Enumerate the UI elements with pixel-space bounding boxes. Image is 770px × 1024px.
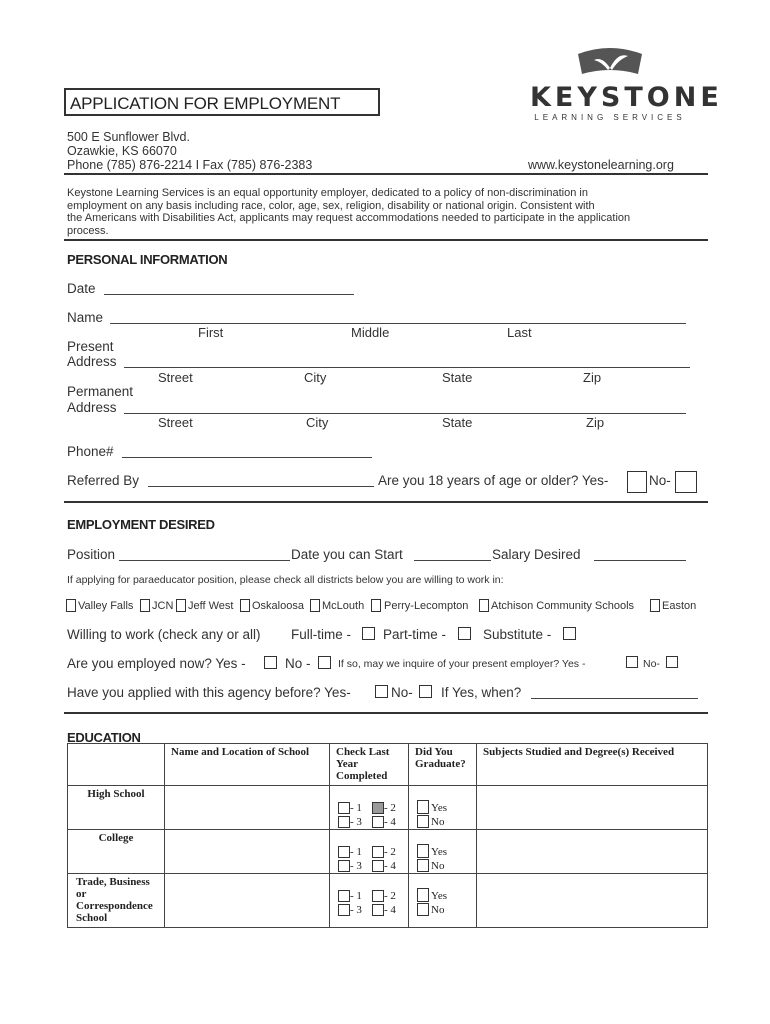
- divider: [64, 173, 708, 175]
- age-no-label: No-: [649, 473, 671, 488]
- row-college: College: [68, 830, 165, 874]
- college-year-3-checkbox[interactable]: [338, 860, 350, 872]
- inquire-no-label: No-: [643, 658, 660, 670]
- permanent-zip-caption: Zip: [586, 415, 605, 430]
- present-label: Present: [67, 339, 114, 354]
- referred-field[interactable]: [148, 486, 374, 487]
- keystone-logo: [530, 44, 723, 124]
- position-field[interactable]: [119, 560, 290, 561]
- date-field[interactable]: [104, 294, 354, 295]
- trade-grad-yes-label: Yes: [431, 890, 448, 902]
- blank-header: [68, 744, 165, 786]
- college-year-3-label: - 3: [350, 860, 362, 872]
- high-school-graduate-cell: [409, 786, 477, 830]
- education-table: [67, 743, 708, 928]
- district-atchison-label: Atchison Community Schools: [491, 600, 635, 612]
- district-valley-falls-checkbox[interactable]: [66, 599, 76, 612]
- trade-year-1-label: - 1: [350, 890, 362, 902]
- trade-grad-no-checkbox[interactable]: [417, 903, 429, 916]
- fulltime-checkbox[interactable]: [362, 627, 375, 640]
- address-line-2: Ozawkie, KS 66070: [67, 144, 177, 158]
- district-jcn-label: JCN: [152, 600, 174, 612]
- trade-grad-no-label: No: [431, 904, 445, 916]
- trade-graduate-cell: [409, 874, 477, 928]
- hs-year-3-checkbox[interactable]: [338, 816, 350, 828]
- district-valley-falls-label: Valley Falls: [78, 600, 134, 612]
- district-mclouth-label: McLouth: [322, 600, 365, 612]
- name-last-caption: Last: [507, 325, 532, 340]
- phone-field[interactable]: [122, 457, 372, 458]
- position-label: Position: [67, 547, 116, 562]
- present-city-caption: City: [304, 370, 327, 385]
- logo-tagline: LEARNING SERVICES: [534, 113, 686, 122]
- hs-year-1-label: - 1: [350, 802, 362, 814]
- college-year-1-checkbox[interactable]: [338, 846, 350, 858]
- start-date-field[interactable]: [414, 560, 491, 561]
- eeo-line-1: Keystone Learning Services is an equal opportunity employer, dedicated to a policy of non-discrimination in: [67, 187, 588, 199]
- district-jeff-west-label: Jeff West: [188, 600, 234, 612]
- fulltime-label: Full-time -: [291, 627, 351, 642]
- col-graduate: Did You Graduate?: [409, 744, 477, 786]
- applied-yes-checkbox[interactable]: [375, 685, 388, 698]
- hs-year-1-checkbox[interactable]: [338, 802, 350, 814]
- eeo-line-4: process.: [67, 224, 109, 237]
- name-field[interactable]: [110, 323, 686, 324]
- high-school-year-cell: [330, 786, 409, 830]
- applied-when-label: If Yes, when?: [441, 685, 522, 700]
- present-state-caption: State: [442, 370, 473, 385]
- trade-grad-yes-checkbox[interactable]: [417, 888, 429, 902]
- para-note: If applying for paraeducator position, please check all districts below you are willing to work in:: [67, 574, 504, 586]
- employed-question: Are you employed now? Yes -: [67, 656, 246, 671]
- parttime-checkbox[interactable]: [458, 627, 471, 640]
- present-address-label: Address: [67, 354, 117, 369]
- employed-no-checkbox[interactable]: [318, 656, 331, 669]
- website-link[interactable]: www.keystonelearning.org: [528, 158, 674, 172]
- district-mclouth-checkbox[interactable]: [310, 599, 320, 612]
- parttime-label: Part-time -: [383, 627, 447, 642]
- college-year-cell: [330, 830, 409, 874]
- eeo-line-3: the Americans with Disabilities Act, applicants may request accommodations needed to participate in the application: [67, 212, 631, 224]
- college-grad-yes-label: Yes: [431, 846, 448, 858]
- district-jeff-west-checkbox[interactable]: [176, 599, 186, 612]
- inquire-yes-checkbox[interactable]: [626, 656, 638, 668]
- referred-label: Referred By: [67, 473, 140, 488]
- district-easton-label: Easton: [662, 600, 697, 612]
- substitute-checkbox[interactable]: [563, 627, 576, 640]
- table-row: [68, 830, 708, 874]
- present-address-field[interactable]: [124, 367, 690, 368]
- trade-year-cell: [330, 874, 409, 928]
- applied-when-field[interactable]: [531, 698, 698, 699]
- inquire-question: If so, may we inquire of your present employer? Yes -: [338, 658, 586, 670]
- age-question: Are you 18 years of age or older? Yes-: [378, 473, 609, 488]
- hs-year-2-checkbox[interactable]: [372, 802, 384, 814]
- trade-name-cell[interactable]: [165, 874, 330, 928]
- college-grad-no-label: No: [431, 860, 445, 872]
- college-subjects-cell[interactable]: [477, 830, 708, 874]
- trade-year-1-checkbox[interactable]: [338, 890, 350, 902]
- hs-grad-yes-label: Yes: [431, 802, 448, 814]
- permanent-street-caption: Street: [158, 415, 193, 430]
- name-first-caption: First: [198, 325, 224, 340]
- employment-heading: EMPLOYMENT DESIRED: [67, 517, 215, 532]
- college-grad-yes-checkbox[interactable]: [417, 844, 429, 858]
- start-date-label: Date you can Start: [291, 547, 403, 562]
- permanent-address-label: Address: [67, 400, 117, 415]
- college-year-2-label: - 2: [384, 846, 396, 858]
- district-perry-lecompton-label: Perry-Lecompton: [384, 600, 469, 612]
- hs-year-4-checkbox[interactable]: [372, 816, 384, 828]
- district-perry-lecompton-checkbox[interactable]: [371, 599, 381, 612]
- table-row: [68, 786, 708, 830]
- contact-phone-fax: Phone (785) 876-2214 I Fax (785) 876-2383: [67, 158, 313, 172]
- date-label: Date: [67, 281, 96, 296]
- divider: [64, 239, 708, 241]
- high-school-name-cell[interactable]: [165, 786, 330, 830]
- district-atchison-checkbox[interactable]: [479, 599, 489, 612]
- logo-emblem-icon: [530, 44, 690, 84]
- permanent-state-caption: State: [442, 415, 473, 430]
- education-heading: EDUCATION: [67, 730, 141, 745]
- hs-year-2-label: - 2: [384, 802, 396, 814]
- employed-no-label: No -: [285, 656, 311, 671]
- district-oskaloosa-checkbox[interactable]: [240, 599, 250, 612]
- college-graduate-cell: [409, 830, 477, 874]
- college-year-4-label: - 4: [384, 860, 396, 872]
- divider: [64, 501, 708, 503]
- permanent-label: Permanent: [67, 384, 134, 399]
- present-street-caption: Street: [158, 370, 193, 385]
- logo-wordmark: KEYSTONE: [530, 82, 723, 113]
- district-easton-checkbox[interactable]: [650, 599, 660, 612]
- salary-field[interactable]: [594, 560, 686, 561]
- college-grad-no-checkbox[interactable]: [417, 859, 429, 872]
- age-yes-checkbox[interactable]: [627, 471, 647, 493]
- applied-no-label: No-: [391, 685, 413, 700]
- education-header-row: [68, 744, 708, 786]
- district-oskaloosa-label: Oskaloosa: [252, 600, 304, 612]
- college-year-2-checkbox[interactable]: [372, 846, 384, 858]
- hs-grad-no-checkbox[interactable]: [417, 815, 429, 828]
- permanent-city-caption: City: [306, 415, 329, 430]
- hs-year-4-label: - 4: [384, 816, 396, 828]
- trade-year-4-label: - 4: [384, 904, 396, 916]
- permanent-address-field[interactable]: [124, 413, 686, 414]
- col-school: Name and Location of School: [165, 744, 330, 786]
- willing-label: Willing to work (check any or all): [67, 627, 261, 642]
- eeo-line-2: employment on any basis including race, color, age, sex, religion, disability or national origin. Consistent with: [67, 199, 595, 212]
- form-title: APPLICATION FOR EMPLOYMENT: [64, 88, 380, 116]
- row-high-school: High School: [68, 786, 165, 830]
- phone-label: Phone#: [67, 444, 114, 459]
- name-label: Name: [67, 310, 104, 325]
- hs-grad-yes-checkbox[interactable]: [417, 800, 429, 814]
- hs-year-3-label: - 3: [350, 816, 362, 828]
- applied-no-checkbox[interactable]: [419, 685, 432, 698]
- employed-yes-checkbox[interactable]: [264, 656, 277, 669]
- college-year-4-checkbox[interactable]: [372, 860, 384, 872]
- district-jcn-checkbox[interactable]: [140, 599, 150, 612]
- high-school-subjects-cell[interactable]: [477, 786, 708, 830]
- present-zip-caption: Zip: [583, 370, 602, 385]
- row-trade: Trade, Business or Correspondence School: [68, 874, 165, 928]
- address-line-1: 500 E Sunflower Blvd.: [67, 130, 190, 144]
- name-middle-caption: Middle: [351, 325, 390, 340]
- salary-label: Salary Desired: [492, 547, 581, 562]
- personal-info-heading: PERSONAL INFORMATION: [67, 252, 228, 267]
- trade-subjects-cell[interactable]: [477, 874, 708, 928]
- trade-year-4-checkbox[interactable]: [372, 904, 384, 916]
- col-subjects: Subjects Studied and Degree(s) Received: [477, 744, 708, 786]
- trade-year-2-checkbox[interactable]: [372, 890, 384, 902]
- table-row: [68, 874, 708, 928]
- trade-year-2-label: - 2: [384, 890, 396, 902]
- trade-year-3-checkbox[interactable]: [338, 904, 350, 916]
- college-year-1-label: - 1: [350, 846, 362, 858]
- age-no-checkbox[interactable]: [675, 471, 697, 493]
- trade-year-3-label: - 3: [350, 904, 362, 916]
- substitute-label: Substitute -: [483, 627, 552, 642]
- college-name-cell[interactable]: [165, 830, 330, 874]
- col-year: Check Last Year Completed: [330, 744, 409, 786]
- inquire-no-checkbox[interactable]: [666, 656, 678, 668]
- hs-grad-no-label: No: [431, 816, 445, 828]
- divider: [64, 712, 708, 714]
- applied-question: Have you applied with this agency before? Yes-: [67, 685, 351, 700]
